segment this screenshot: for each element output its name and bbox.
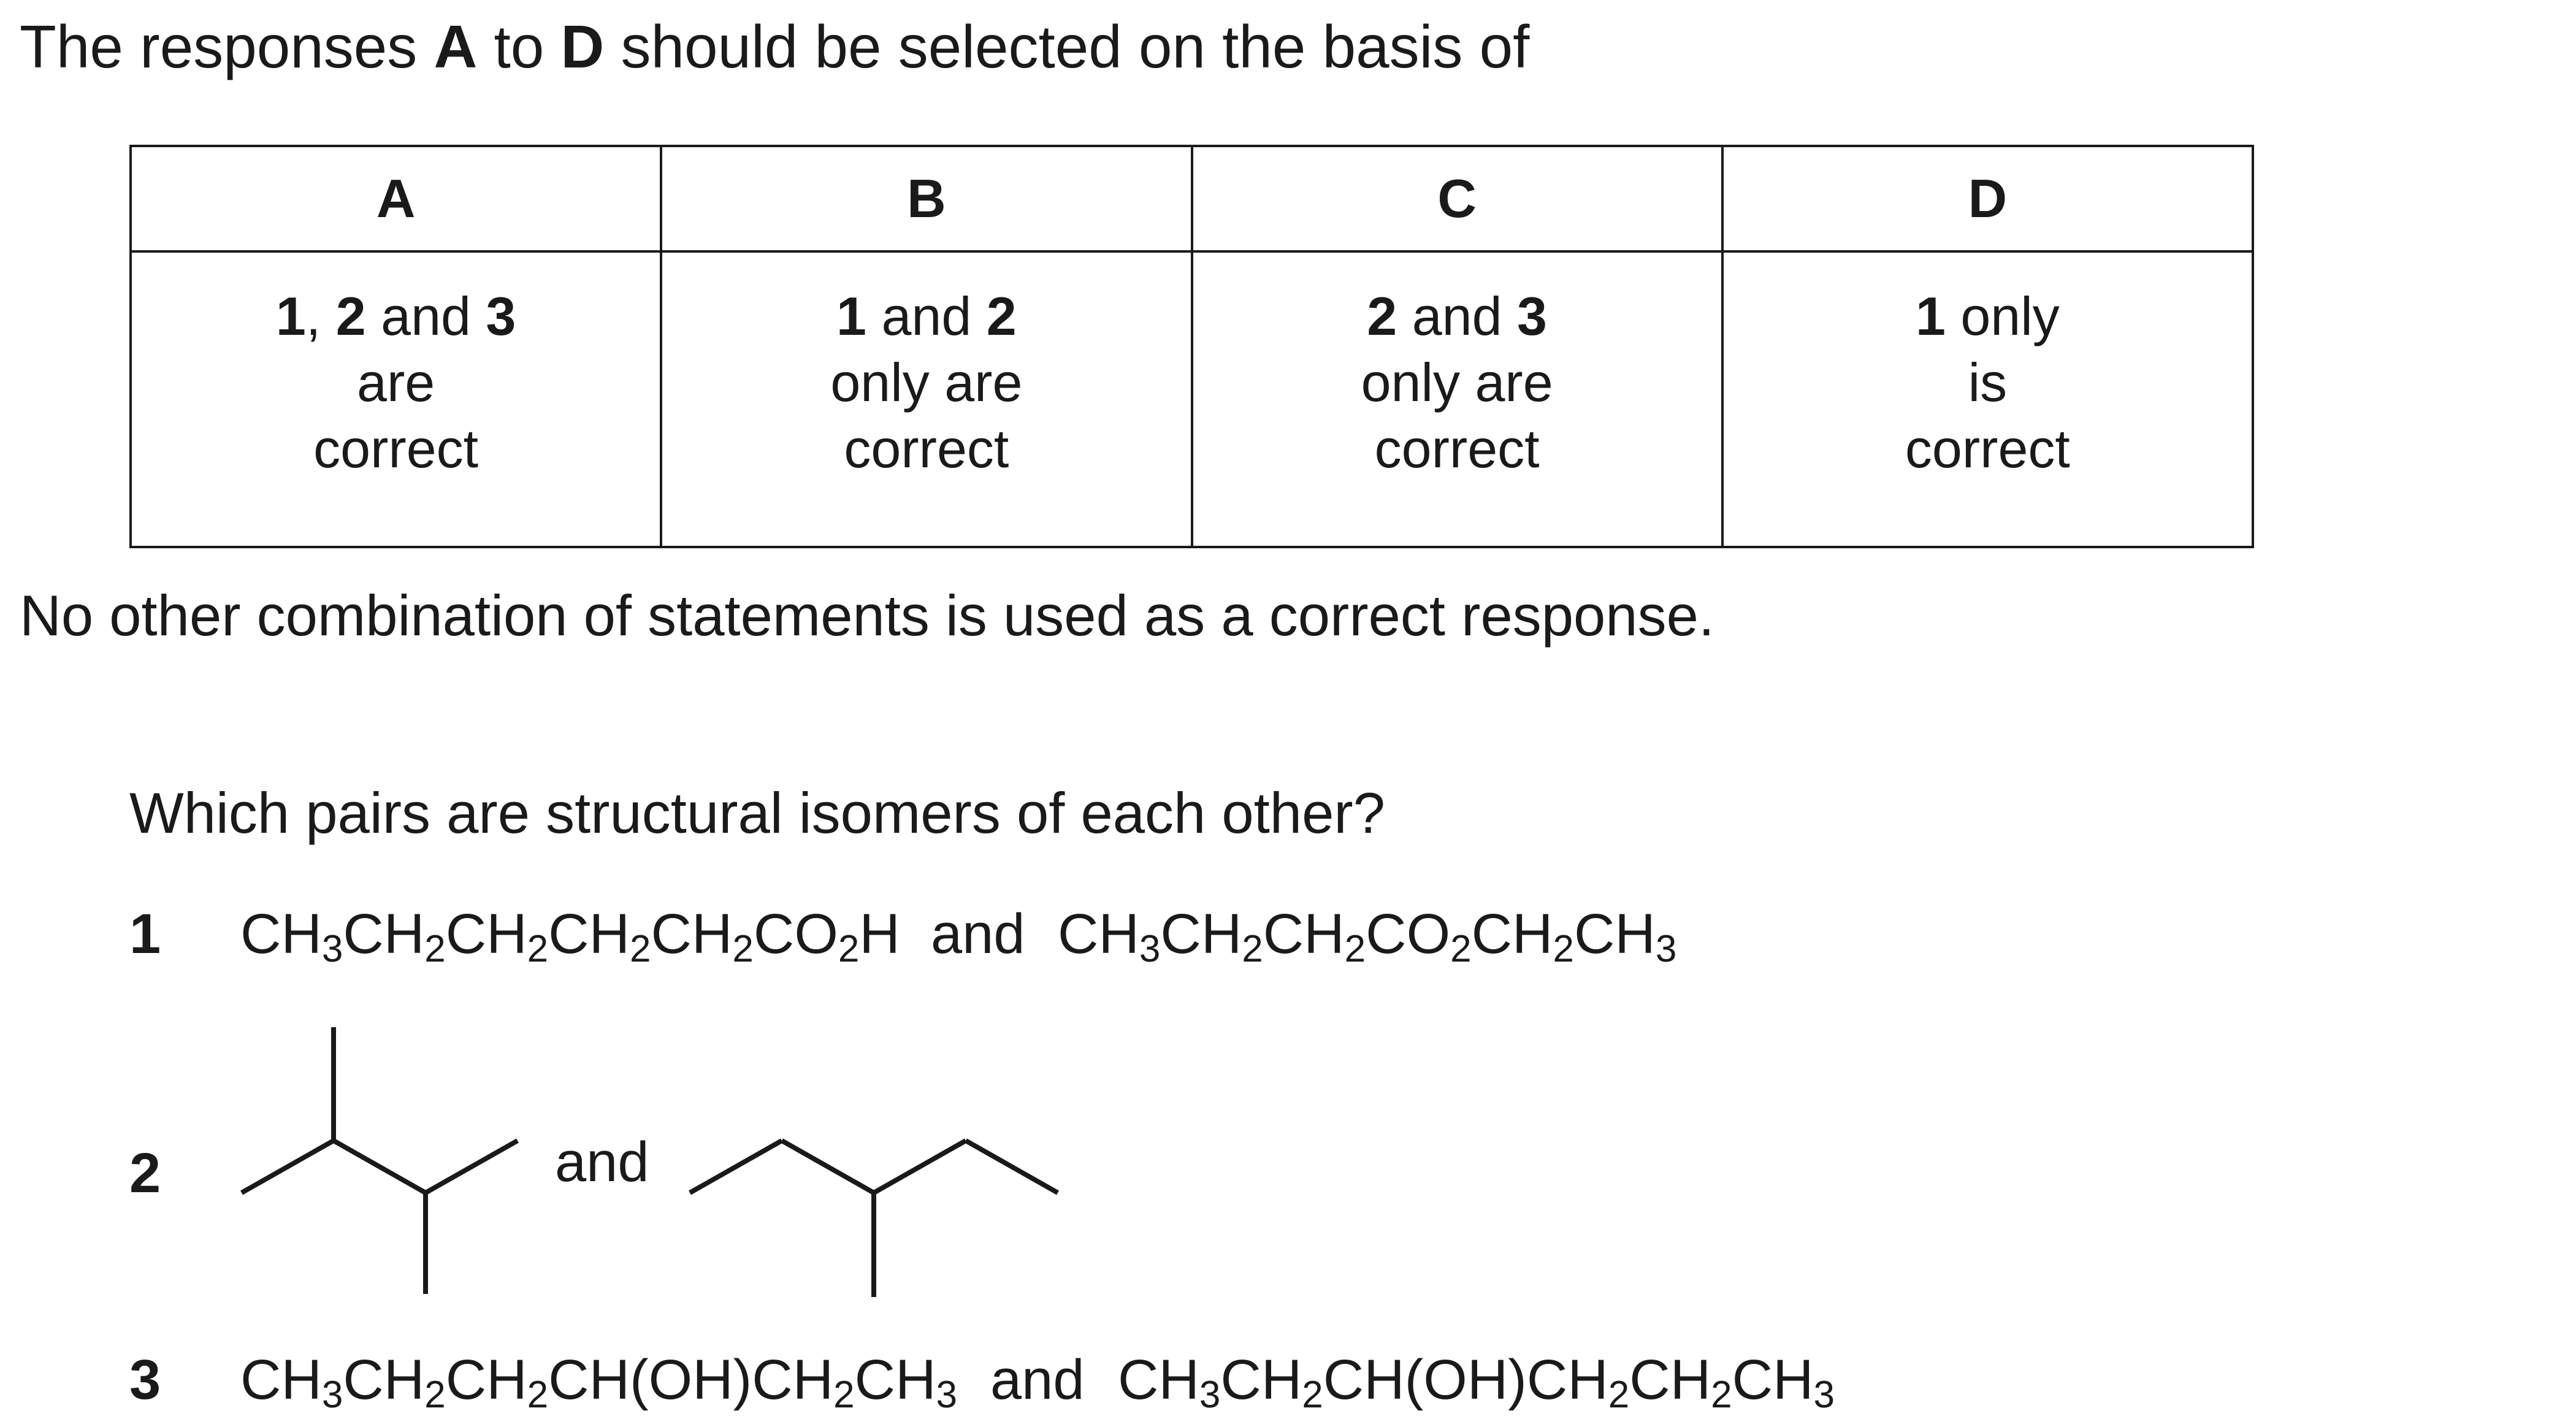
formula-group: CH: [1263, 903, 1345, 965]
statement-3-and: and: [990, 1349, 1085, 1411]
formula-subscript: 2: [838, 928, 860, 970]
formula-group: CH: [343, 1349, 425, 1411]
bond-central: [334, 1141, 426, 1193]
formula-subscript: 3: [1199, 1374, 1221, 1416]
formula-subscript: 2: [1302, 1374, 1323, 1416]
formula-subscript: 3: [1813, 1374, 1835, 1416]
question-text: Which pairs are structural isomers of each other?: [129, 781, 1385, 845]
cell-b-sep1: and: [866, 286, 987, 346]
formula-subscript: 2: [1450, 928, 1472, 970]
statement-3-formula-left: [240, 1346, 957, 1414]
statement-2-number: 2: [129, 1142, 161, 1204]
formula-subscript: 2: [833, 1374, 855, 1416]
formula-subscript: 2: [527, 1374, 549, 1416]
bond-chain-4: [966, 1141, 1058, 1193]
cell-b: [661, 251, 1191, 547]
key-table-header-row: [131, 146, 2253, 251]
statement-2-and: and: [555, 1131, 649, 1193]
cell-a-num2: 2: [335, 286, 366, 346]
cell-c-line1: [1193, 283, 1721, 350]
formula-group: CH: [651, 903, 733, 965]
cell-d-sep1: only: [1945, 286, 2060, 346]
bond-chain-2: [782, 1141, 874, 1193]
cell-d: [1722, 251, 2253, 547]
cell-d-num1: 1: [1915, 286, 1946, 346]
cell-a-num3: 3: [486, 286, 516, 346]
cell-c-line3: correct: [1374, 418, 1540, 479]
cell-b-num1: 1: [836, 286, 866, 346]
formula-group: CH: [343, 903, 425, 965]
formula-subscript: 2: [630, 928, 651, 970]
formula-subscript: 2: [424, 928, 446, 970]
formula-group: H: [859, 903, 900, 965]
formula-group: CH: [854, 1349, 936, 1411]
statement-3-number: 3: [129, 1349, 161, 1411]
formula-group: CH: [1573, 903, 1656, 965]
intro-text: [20, 11, 1529, 83]
formula-subscript: 2: [424, 1374, 446, 1416]
formula-subscript: 3: [321, 928, 343, 970]
cell-c-num1: 2: [1367, 286, 1397, 346]
response-key-table: [129, 145, 2254, 548]
cell-d-line2: is: [1968, 352, 2008, 413]
formula-subscript: 2: [1553, 928, 1574, 970]
formula-subscript: 3: [321, 1374, 343, 1416]
formula-group: CH: [1732, 1349, 1814, 1411]
bond-left-methyl: [242, 1141, 334, 1193]
formula-group: CO: [1366, 903, 1451, 965]
formula-group: CH(OH)CH: [1323, 1349, 1608, 1411]
cell-b-line1: [662, 283, 1190, 350]
formula-subscript: 2: [732, 928, 754, 970]
cell-d-line1: [1724, 283, 2252, 350]
cell-a-line2: are: [357, 352, 435, 413]
header-a: A: [131, 146, 661, 251]
cell-a: [131, 251, 661, 547]
cell-b-line3: correct: [844, 418, 1009, 479]
intro-bold-a: A: [434, 13, 478, 80]
formula-group: CH: [1471, 903, 1553, 965]
cell-b-num2: 2: [986, 286, 1017, 346]
intro-part1: The responses: [20, 13, 434, 80]
intro-part3: should be selected on the basis of: [604, 13, 1530, 80]
formula-subscript: 3: [1139, 928, 1161, 970]
formula-subscript: 3: [936, 1374, 958, 1416]
formula-group: CH: [548, 903, 630, 965]
formula-subscript: 2: [1242, 928, 1263, 970]
cell-c-num2: 3: [1516, 286, 1547, 346]
bond-chain-1: [690, 1141, 782, 1193]
cell-a-sep2: and: [365, 286, 486, 346]
formula-group: CH(OH)CH: [548, 1349, 834, 1411]
statement-1-number: 1: [129, 903, 161, 965]
statement-3-formula-right: [1118, 1346, 1835, 1414]
formula-group: CH: [1058, 903, 1139, 965]
formula-subscript: 2: [1344, 928, 1366, 970]
cell-b-line2: only are: [830, 352, 1023, 413]
intro-part2: to: [477, 13, 561, 80]
formula-group: CH: [240, 903, 322, 965]
header-b: B: [661, 146, 1191, 251]
intro-bold-d: D: [560, 13, 605, 80]
formula-group: CH: [1629, 1349, 1711, 1411]
cell-a-line1: [132, 283, 660, 350]
formula-subscript: 2: [1711, 1374, 1732, 1416]
cell-c-line2: only are: [1361, 352, 1553, 413]
cell-c: [1192, 251, 1722, 547]
formula-subscript: 3: [1655, 928, 1677, 970]
statement-1-formula-left: [240, 900, 900, 968]
no-other-combination-note: No other combination of statements is used as a correct response.: [20, 583, 1714, 648]
cell-a-num1: 1: [275, 286, 306, 346]
formula-group: CH: [445, 903, 527, 965]
key-table-body-row: [131, 251, 2253, 547]
formula-group: CO: [753, 903, 838, 965]
methylpentane-skeletal-structure: [684, 1128, 1064, 1303]
formula-group: CH: [1160, 903, 1242, 965]
header-d: D: [1722, 146, 2253, 251]
statement-1-formula-right: [1058, 900, 1676, 968]
cell-a-sep1: ,: [305, 286, 336, 346]
formula-subscript: 2: [527, 928, 549, 970]
bond-chain-3: [874, 1141, 966, 1193]
formula-group: CH: [1118, 1349, 1199, 1411]
formula-group: CH: [1220, 1349, 1302, 1411]
header-c: C: [1192, 146, 1722, 251]
statement-1-and: and: [931, 903, 1025, 965]
formula-subscript: 2: [1608, 1374, 1630, 1416]
formula-group: CH: [445, 1349, 527, 1411]
cell-d-line3: correct: [1905, 418, 2070, 479]
cell-a-line3: correct: [313, 418, 479, 479]
formula-group: CH: [240, 1349, 322, 1411]
bond-right-methyl: [426, 1141, 518, 1193]
cell-c-sep1: and: [1397, 286, 1517, 346]
dimethylbutane-skeletal-structure: [233, 1027, 527, 1303]
